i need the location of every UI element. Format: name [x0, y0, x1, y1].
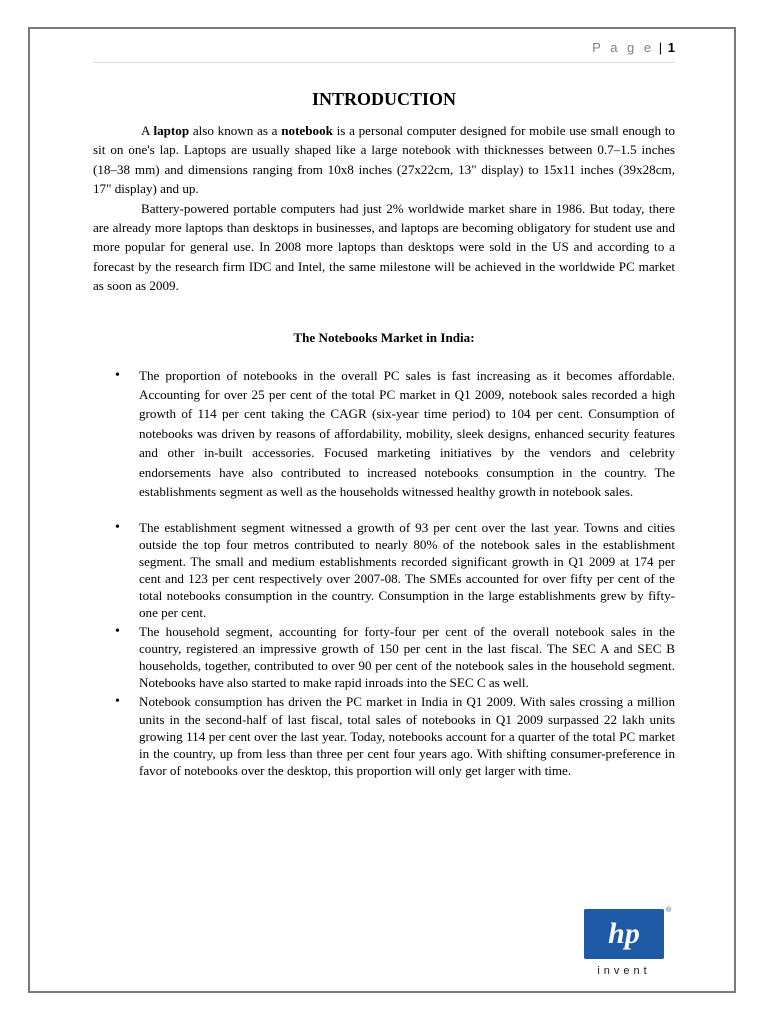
list-item: • Notebook consumption has driven the PC market in India in Q1 2009. With sales crossing a million units in the second-half of last fiscal, total sales of notebooks in Q1 2009 surpassed 22 lakh units growing 114 per cent over the last year. Today, notebooks account for a quarter of the total PC market in the country, up from less than three per cent four years ago. With shifting consumer-preference in favor of notebooks over the desktop, this proportion will only get larger with time.	[93, 693, 675, 778]
term-laptop: laptop	[153, 123, 190, 138]
page-number: 1	[667, 40, 675, 55]
registered-mark: ®	[666, 907, 672, 914]
page-header	[93, 40, 675, 63]
logo-tagline: invent	[597, 965, 651, 977]
intro-text-c: is a personal computer designed for mobile use small enough to sit on one's lap. Laptops are usually shaped like a large notebook with thicknesses between 0.7–1.5 inches (18–38 mm) and dimensions ranging from 10x8 inches (27x22cm, 13" display) to 15x11 inches (39x28cm, 17" display) and up.	[93, 123, 675, 197]
intro-text-a: A	[141, 123, 154, 138]
term-notebook: notebook	[281, 123, 333, 138]
intro-text-b: also known as a	[189, 123, 282, 138]
list-item: • The household segment, accounting for forty-four per cent of the overall notebook sales in the country, registered an impressive growth of 150 per cent in the last fiscal. The SEC A and SEC B households, together, contributed to over 90 per cent of the notebook sales in the household segment. Notebooks have also started to make rapid inroads into the SEC C as well.	[93, 623, 675, 691]
intro-paragraph-2: Battery-powered portable computers had just 2% worldwide market share in 1986. But today, there are already more laptops than desktops in businesses, and laptops are becoming obligatory for student use and more popular for general use. In 2008 more laptops than desktops were sold in the US and according to a forecast by the research firm IDC and Intel, the same milestone will be achieved in the worldwide PC market as soon as 2009.	[93, 200, 675, 294]
hp-logo-text: hp	[608, 917, 640, 950]
hp-logo-mark	[584, 907, 672, 959]
list-item: • The establishment segment witnessed a growth of 93 per cent over the last year. Towns and cities outside the top four metros contributed to nearly 80% of the notebook sales in the establishment segment. The small and medium establishments recorded significant growth in Q1 2009 at 174 per cent and 123 per cent respectively over 2007-08. The SMEs accounted for over fifty per cent of the total notebooks consumption in the country. Consumption in the large establishments grew by fifty-one per cent.	[93, 519, 675, 622]
page-separator: |	[658, 40, 663, 55]
page-title: INTRODUCTION	[311, 89, 457, 109]
hp-logo-icon	[584, 909, 664, 959]
bullet-list	[93, 366, 675, 779]
intro-paragraph-1	[93, 121, 675, 199]
section-heading: The Notebooks Market in India:	[293, 329, 475, 345]
list-item: • The proportion of notebooks in the overall PC sales is fast increasing as it becomes affordable. Accounting for over 25 per cent of the total PC market in Q1 2009, notebook sales recorded a high growth of 114 per cent taking the CAGR (six-year time period) to 104 per cent. Consumption of notebooks was driven by reasons of affordability, mobility, sleek designs, enhanced security features and other in-built accessories. Focused marketing initiatives by the vendors and celebrity endorsements have also contributed to increased notebooks consumption in the country. The establishments segment as well as the households witnessed healthy growth in notebook sales.	[93, 366, 675, 502]
document-body	[93, 86, 675, 779]
hp-logo	[584, 907, 672, 981]
page-label: P a g e	[592, 40, 655, 55]
